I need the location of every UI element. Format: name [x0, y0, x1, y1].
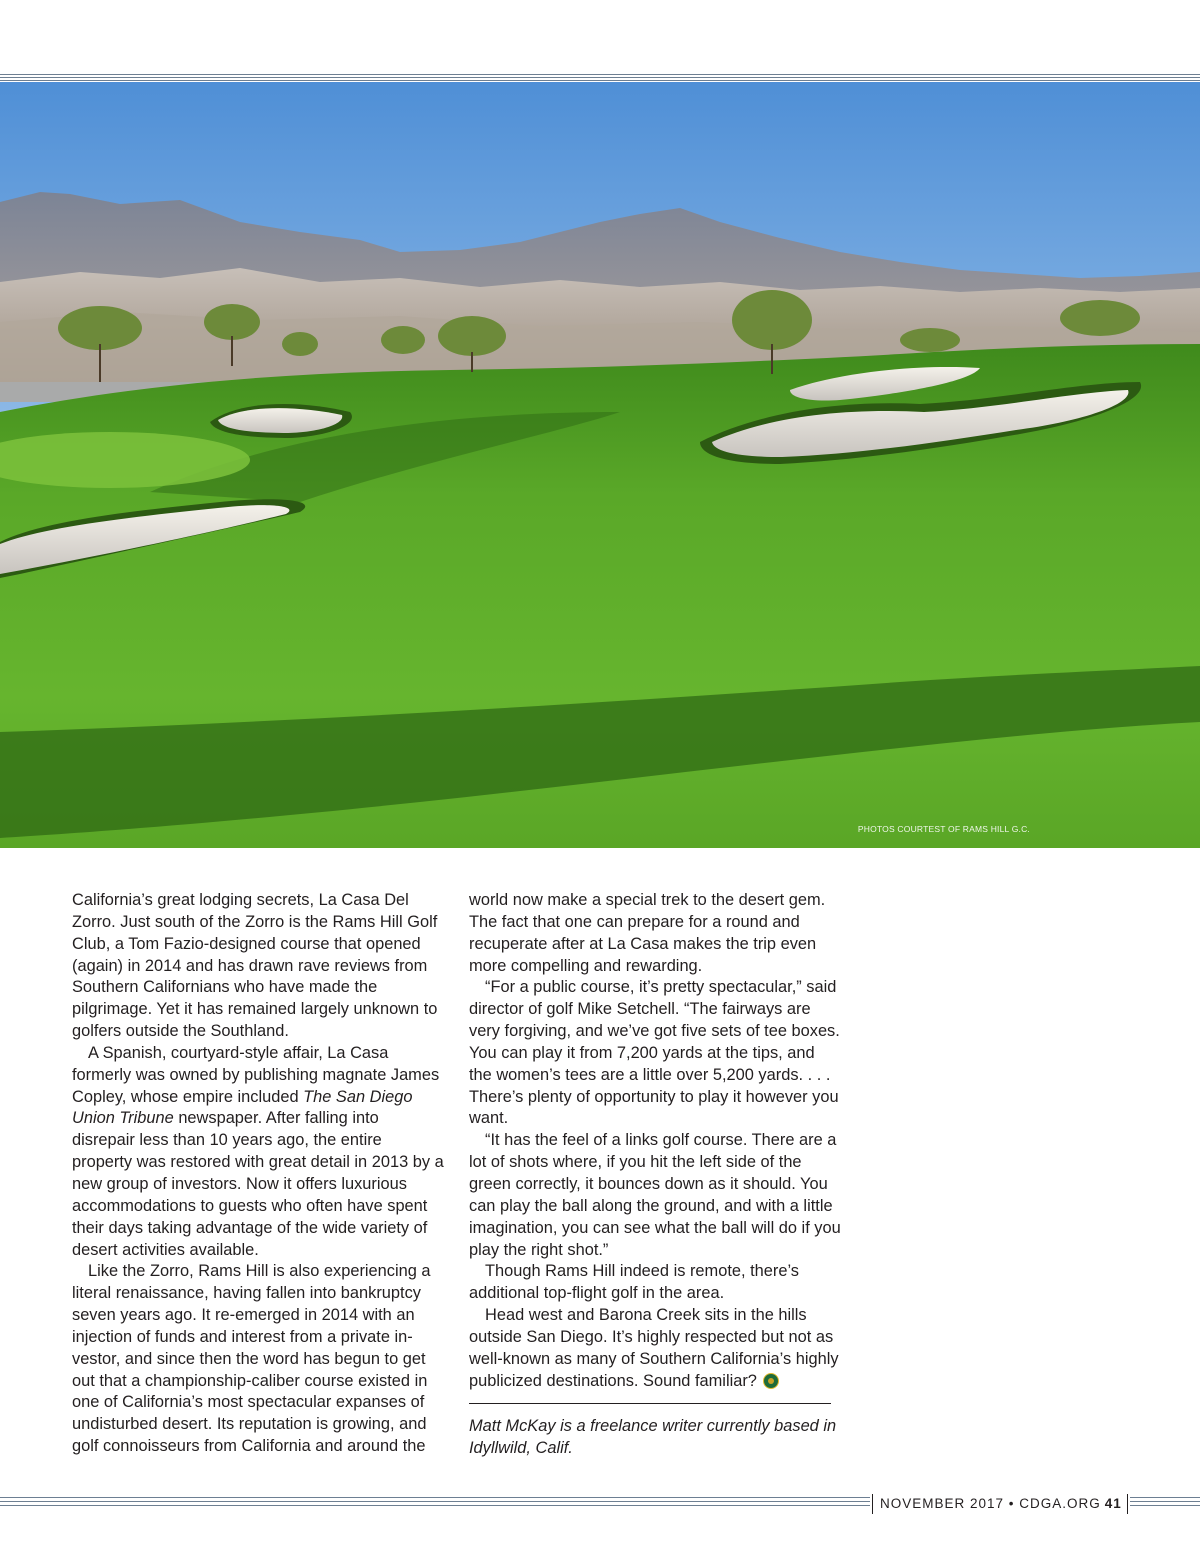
- footer-folio: [880, 1496, 1122, 1511]
- footer-rule-left: [0, 1497, 870, 1509]
- paragraph: A Spanish, courtyard-style affair, La Casa formerly was owned by publishing magnate James Copley, whose empire included The San Diego Union Tribune newspaper. After falling into disrepair less than 10 years ago, the entire property was restored with great detail in 2013 by a new group of investors. Now it offers luxurious accommodations to guests who often have spent their days taking advantage of the wide variety of desert activities available.: [72, 1043, 444, 1259]
- bio-divider: [469, 1403, 831, 1404]
- author-bio: Matt McKay is a freelance writer currently based in Idyllwild, Calif.: [469, 1417, 837, 1458]
- paragraph: Head west and Barona Creek sits in the hills outside San Diego. It’s highly respected but not as well-known as many of Southern California’s highly publicized destinations. Sound familiar?: [469, 1306, 839, 1390]
- paragraph: Like the Zorro, Rams Hill is also experiencing a literal renaissance, having fallen into bankruptcy seven years ago. It re-emerged in 2014 with an injection of funds and interest from a private in-vestor, and since then the word has begun to get out that a championship-caliber course existed in one of California’s most spectacular expanses of undisturbed desert. Its reputation is growing, and golf connoisseurs from California and around the: [72, 1262, 431, 1456]
- golf-course-illustration: [0, 82, 1200, 848]
- photo-credit: PHOTOS COURTEST OF RAMS HILL G.C.: [857, 824, 1030, 834]
- paragraph: “For a public course, it’s pretty spectacular,” said director of golf Mike Setchell. “The fairways are very forgiving, and we’ve got five sets of tee boxes. You can play it from 7,200 yards at the tips, and the women’s tees are a little over 5,200 yards. . . . There’s plenty of opportunity to play it however you want.: [469, 978, 840, 1128]
- golf-course-photo: [0, 82, 1200, 848]
- footer-divider: [872, 1494, 873, 1514]
- footer-rule-right: [1130, 1497, 1200, 1509]
- footer-divider: [1127, 1494, 1128, 1514]
- article-column-1: [72, 890, 444, 1458]
- article-column-2: [469, 890, 841, 1460]
- publication-title: The San Diego Union Tribune: [72, 1087, 413, 1128]
- end-of-article-icon: [763, 1373, 779, 1389]
- issue-and-site: NOVEMBER 2017 • CDGA.ORG: [880, 1496, 1101, 1511]
- paragraph: Though Rams Hill indeed is remote, there’s additional top-flight golf in the area.: [469, 1262, 799, 1303]
- top-rule: [0, 74, 1200, 75]
- paragraph: world now make a special trek to the desert gem. The fact that one can prepare for a round and recuperate after at La Casa makes the trip even more compelling and rewarding.: [469, 891, 826, 975]
- paragraph: “It has the feel of a links golf course. There are a lot of shots where, if you hit the left side of the green correctly, it bounces down as it should. You can play the ball along the ground, and with a little imagination, you can see what the ball will do if you play the right shot.”: [469, 1131, 841, 1259]
- page-number: 41: [1104, 1496, 1122, 1511]
- top-rule: [0, 80, 1200, 81]
- paragraph: California’s great lodging secrets, La Casa Del Zorro. Just south of the Zorro is the Rams Hill Golf Club, a Tom Fazio-designed course that opened (again) in 2014 and has drawn rave reviews from Southern Californians who have made the pilgrimage. Yet it has remained largely unknown to golfers outside the Southland.: [72, 891, 438, 1041]
- top-rule: [0, 77, 1200, 78]
